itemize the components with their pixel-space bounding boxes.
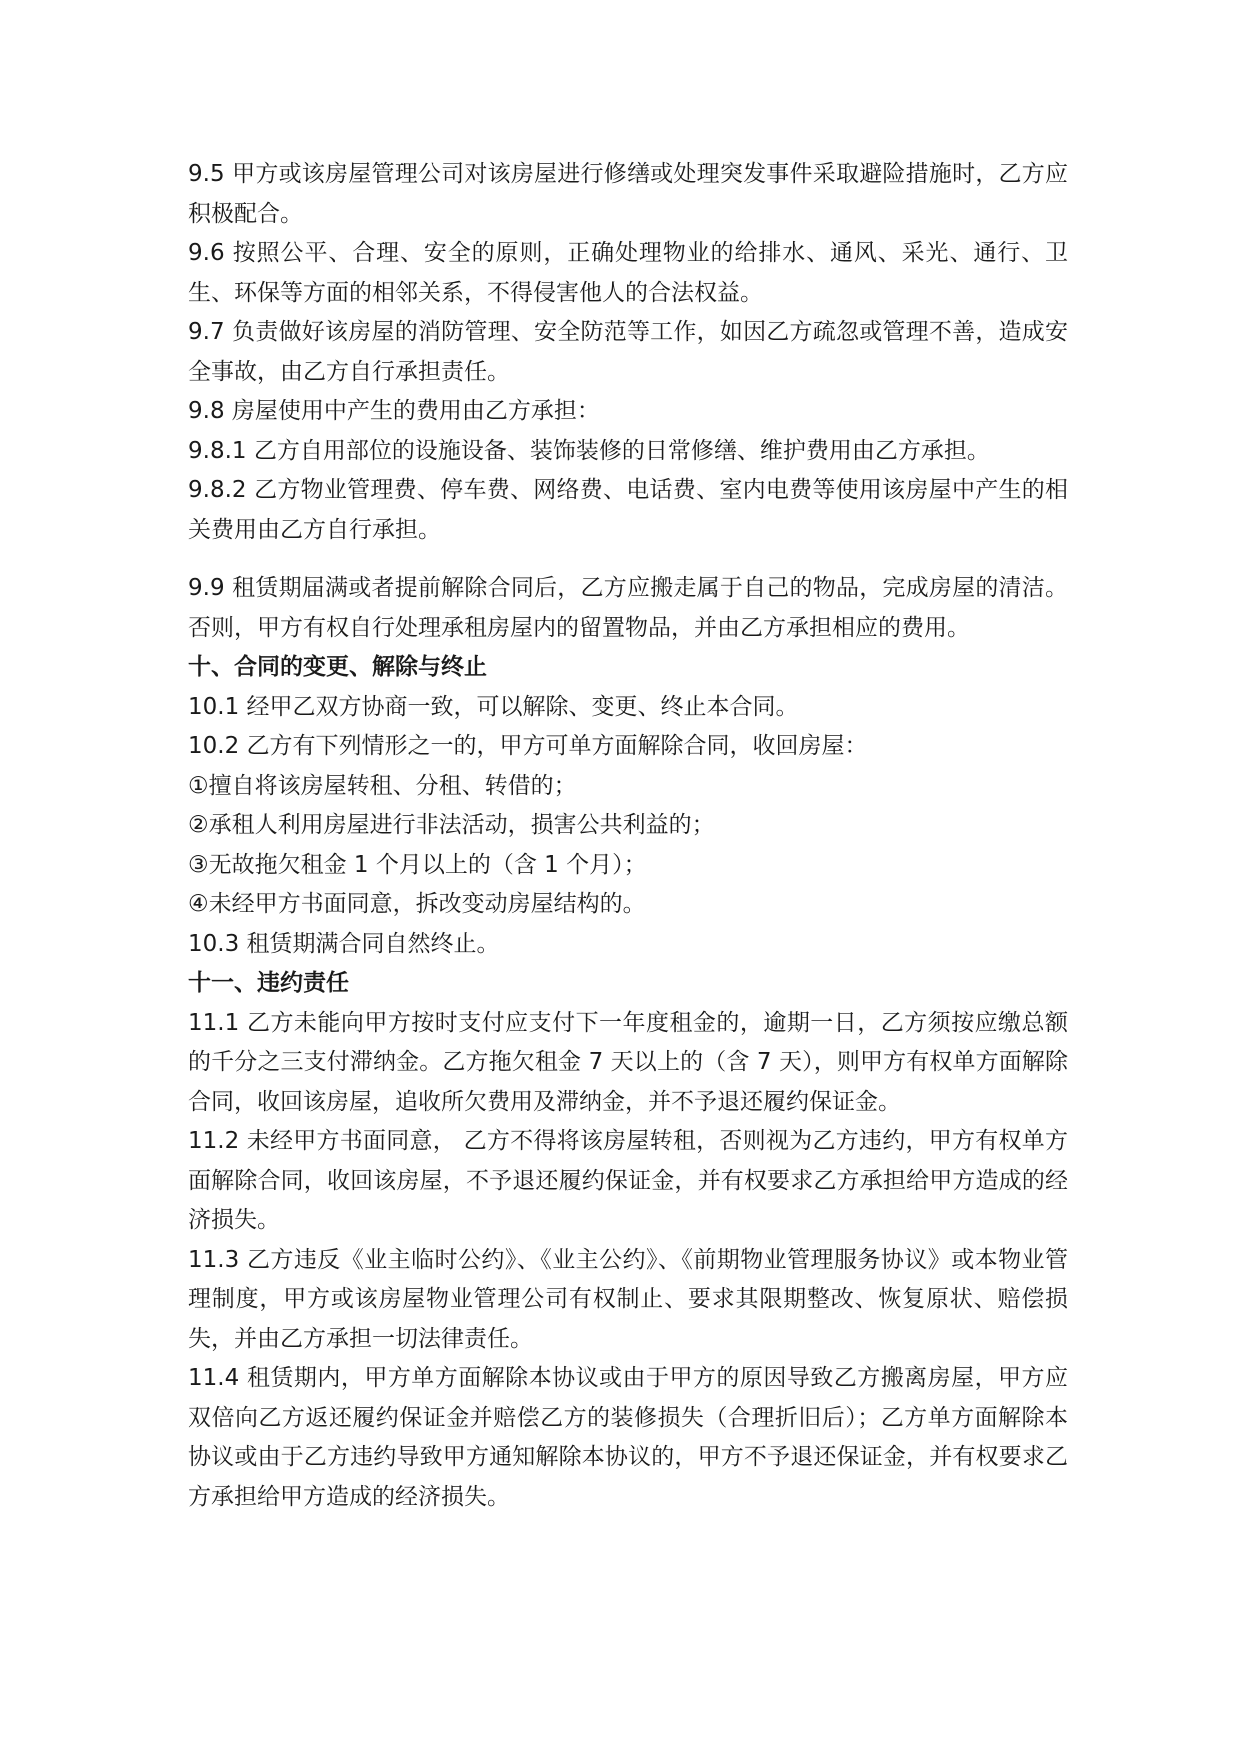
clause-9-9: 9.9 租赁期届满或者提前解除合同后，乙方应搬走属于自己的物品，完成房屋的清洁。否则，甲方有权自行处理承租房屋内的留置物品，并由乙方承担相应的费用。: [188, 575, 1068, 641]
clause-10-2: 10.2 乙方有下列情形之一的，甲方可单方面解除合同，收回房屋：: [188, 733, 868, 759]
clause-10-3: 10.3 租赁期满合同自然终止。: [188, 930, 500, 957]
clause-9-6: 9.6 按照公平、合理、安全的原则，正确处理物业的给排水、通风、采光、通行、卫生、环保等方面的相邻关系，不得侵害他人的合法权益。: [188, 240, 1068, 306]
clause-9-7: 9.7 负责做好该房屋的消防管理、安全防范等工作，如因乙方疏忽或管理不善，造成安全事故，由乙方自行承担责任。: [188, 319, 1068, 385]
clause-11-1: 11.1 乙方未能向甲方按时支付应支付下一年度租金的，逾期一日，乙方须按应缴总额的千分之三支付滞纳金。乙方拖欠租金 7 天以上的（含 7 天），则甲方有权单方面解除合同，收回该房屋，追收所欠费用及滞纳金，并不予退还履约保证金。: [188, 1009, 1068, 1115]
clause-9-8-2: 9.8.2 乙方物业管理费、停车费、网络费、电话费、室内电费等使用该房屋中产生的相关费用由乙方自行承担。: [188, 477, 1068, 543]
clause-9-8: 9.8 房屋使用中产生的费用由乙方承担：: [188, 398, 600, 424]
paragraph-gap: [188, 550, 1068, 569]
clause-10-2-item-1: ①擅自将该房屋转租、分租、转借的；: [188, 772, 577, 799]
clause-9-5: 9.5 甲方或该房屋管理公司对该房屋进行修缮或处理突发事件采取避险措施时，乙方应积极配合。: [188, 161, 1068, 227]
clause-10-2-item-3: ③无故拖欠租金 1 个月以上的（含 1 个月）；: [188, 851, 647, 878]
clause-10-1: 10.1 经甲乙双方协商一致，可以解除、变更、终止本合同。: [188, 693, 799, 720]
clause-11-4: 11.4 租赁期内，甲方单方面解除本协议或由于甲方的原因导致乙方搬离房屋，甲方应双倍向乙方返还履约保证金并赔偿乙方的装修损失（合理折旧后）；乙方单方面解除本协议或由于乙方违约导致甲方通知解除本协议的，甲方不予退还保证金，并有权要求乙方承担给甲方造成的经济损失。: [188, 1365, 1068, 1510]
clause-11-2: 11.2 未经甲方书面同意， 乙方不得将该房屋转租，否则视为乙方违约，甲方有权单方面解除合同，收回该房屋，不予退还履约保证金，并有权要求乙方承担给甲方造成的经济损失。: [188, 1128, 1068, 1233]
section-heading-11: 十一、违约责任: [188, 970, 349, 996]
clause-10-2-item-4: ④未经甲方书面同意，拆改变动房屋结构的。: [188, 891, 646, 917]
clause-9-8-1: 9.8.1 乙方自用部位的设施设备、装饰装修的日常修缮、维护费用由乙方承担。: [188, 437, 990, 464]
document-page: [188, 155, 1068, 1517]
section-heading-10: 十、合同的变更、解除与终止: [188, 654, 487, 680]
clause-11-3: 11.3 乙方违反《业主临时公约》、《业主公约》、《前期物业管理服务协议》或本物业管理制度，甲方或该房屋物业管理公司有权制止、要求其限期整改、恢复原状、赔偿损失，并由乙方承担一切法律责任。: [188, 1246, 1068, 1352]
clause-10-2-item-2: ②承租人利用房屋进行非法活动，损害公共利益的；: [188, 812, 715, 838]
